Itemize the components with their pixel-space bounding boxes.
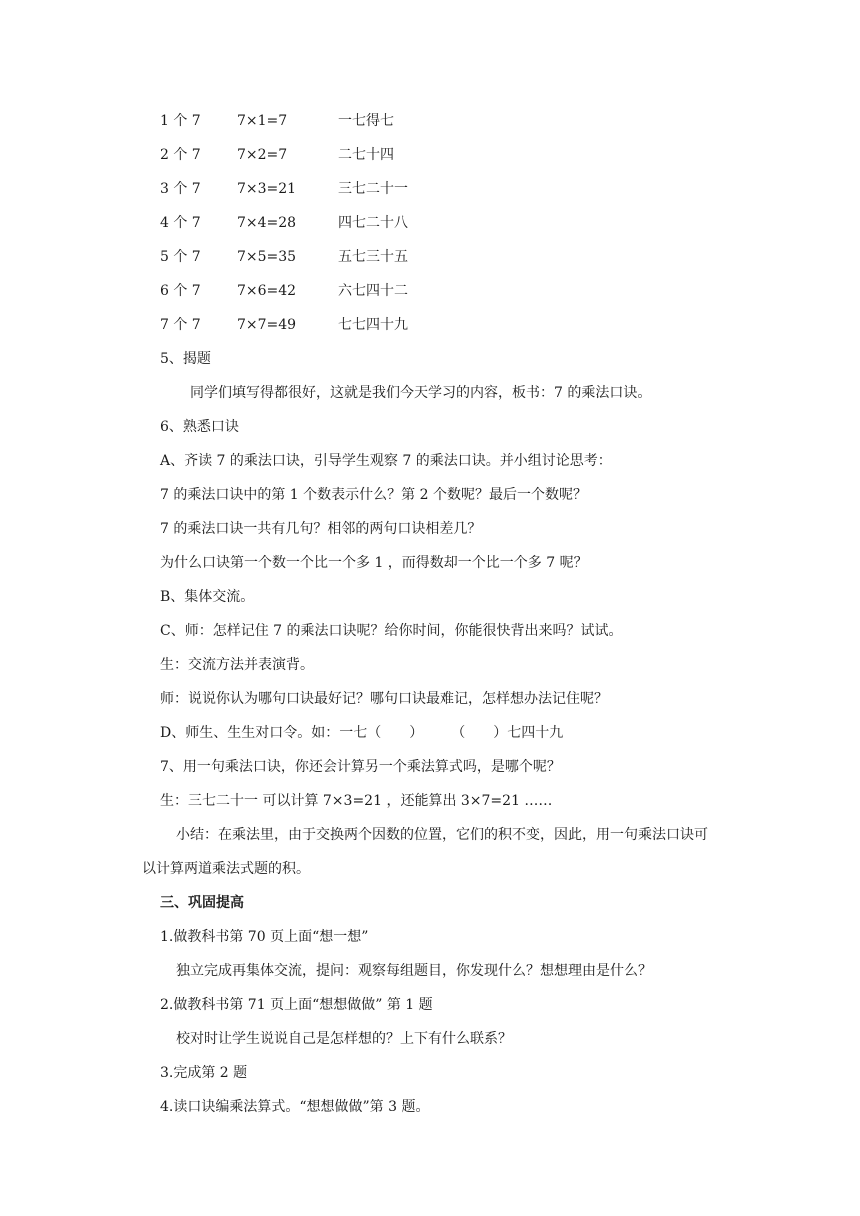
- table-row-count: 4 个 7: [160, 215, 201, 231]
- table-row-formula: 7×3=21: [237, 181, 297, 197]
- summary-paragraph-continued: 以计算两道乘法式题的积。: [142, 861, 310, 877]
- section-heading-reveal: 5、揭题: [160, 351, 211, 367]
- exercise-item: 1.做教科书第 70 页上面“想一想”: [160, 929, 369, 945]
- summary-paragraph: 小结：在乘法里，由于交换两个因数的位置，它们的积不变，因此，用一句乘法口诀可: [176, 827, 708, 843]
- paragraph: 为什么口诀第一个数一个比一个多 1 ，而得数却一个比一个多 7 呢？: [160, 555, 588, 571]
- table-row-count: 6 个 7: [160, 283, 201, 299]
- table-row-chant: 三七二十一: [338, 181, 408, 197]
- table-row-formula: 7×6=42: [237, 283, 297, 299]
- table-row-formula: 7×7=49: [237, 317, 297, 333]
- table-row-count: 2 个 7: [160, 147, 201, 163]
- exercise-item: 3.完成第 2 题: [160, 1065, 248, 1081]
- table-row-chant: 二七十四: [338, 147, 394, 163]
- paragraph: 独立完成再集体交流，提问：观察每组题目，你发现什么？想想理由是什么？: [176, 963, 652, 979]
- table-row-count: 1 个 7: [160, 113, 201, 129]
- table-row-chant: 四七二十八: [338, 215, 408, 231]
- paragraph: 校对时让学生说说自己是怎样想的？上下有什么联系？: [176, 1031, 512, 1047]
- table-row-formula: 7×4=28: [237, 215, 297, 231]
- paragraph: 生：交流方法并表演背。: [160, 657, 314, 673]
- section-heading-familiarize: 6、熟悉口诀: [160, 419, 239, 435]
- table-row-chant: 七七四十九: [338, 317, 408, 333]
- table-row-count: 5 个 7: [160, 249, 201, 265]
- exercise-item: 4.读口诀编乘法算式。“想想做做”第 3 题。: [160, 1099, 430, 1115]
- table-row-formula: 7×5=35: [237, 249, 297, 265]
- paragraph: 生：三七二十一 可以计算 7×3=21 ，还能算出 3×7=21 ……: [160, 793, 553, 809]
- paragraph: D、师生、生生对口令。如：一七（ ） （ ）七四十九: [160, 725, 564, 741]
- paragraph: 师：说说你认为哪句口诀最好记？哪句口诀最难记，怎样想办法记住呢？: [160, 691, 608, 707]
- table-row-chant: 六七四十二: [338, 283, 408, 299]
- exercise-item: 2.做教科书第 71 页上面“想想做做” 第 1 题: [160, 997, 433, 1013]
- section-heading-consolidate: 三、巩固提高: [160, 895, 244, 911]
- paragraph: 7 的乘法口诀中的第 1 个数表示什么？第 2 个数呢？最后一个数呢？: [160, 487, 587, 503]
- section-heading-commutative: 7、用一句乘法口诀，你还会计算另一个乘法算式吗，是哪个呢？: [160, 759, 561, 775]
- table-row-formula: 7×1=7: [237, 113, 288, 129]
- paragraph: A、齐读 7 的乘法口诀，引导学生观察 7 的乘法口诀。并小组讨论思考：: [160, 453, 612, 469]
- table-row-count: 3 个 7: [160, 181, 201, 197]
- paragraph: 同学们填写得都很好，这就是我们今天学习的内容，板书：7 的乘法口诀。: [190, 385, 652, 401]
- table-row-chant: 五七三十五: [338, 249, 408, 265]
- paragraph: 7 的乘法口诀一共有几句？相邻的两句口诀相差几？: [160, 521, 482, 537]
- table-row-formula: 7×2=7: [237, 147, 288, 163]
- table-row-count: 7 个 7: [160, 317, 201, 333]
- paragraph: C、师：怎样记住 7 的乘法口诀呢？给你时间，你能很快背出来吗？试试。: [160, 623, 623, 639]
- paragraph: B、集体交流。: [160, 589, 255, 605]
- table-row-chant: 一七得七: [338, 113, 394, 129]
